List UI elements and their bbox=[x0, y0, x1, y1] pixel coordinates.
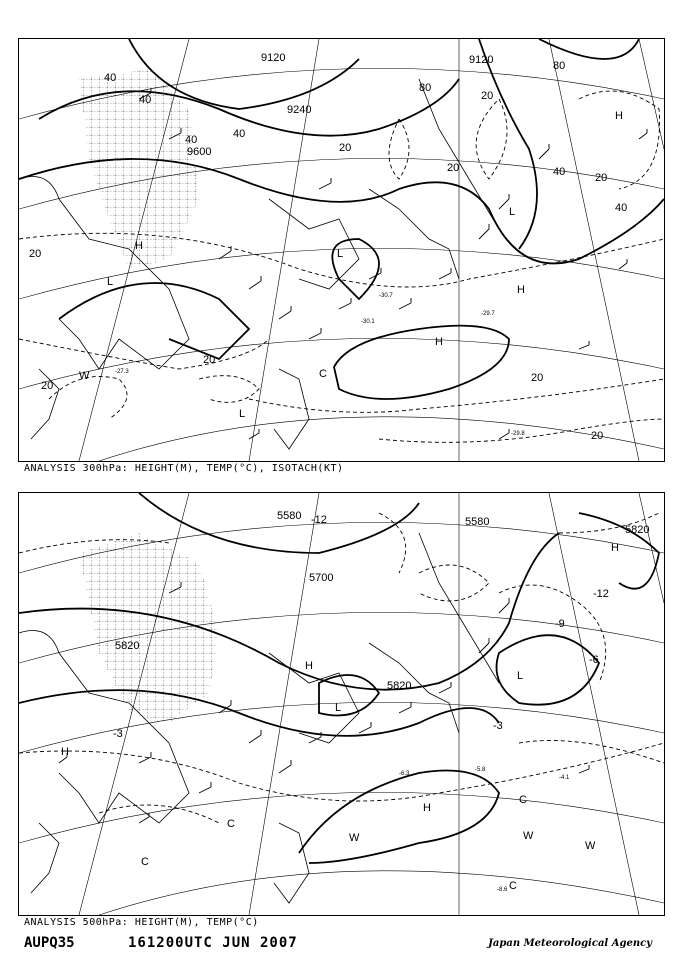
label-9120-b: 9120 bbox=[469, 54, 494, 66]
map-300hpa-svg bbox=[19, 39, 664, 461]
center-C-b: C bbox=[519, 794, 527, 806]
label-3-b: -3 bbox=[493, 720, 503, 732]
temp-reading: -29.8 bbox=[511, 431, 525, 437]
label-12-a: -12 bbox=[311, 514, 327, 526]
chart-code: AUPQ35 bbox=[24, 935, 75, 951]
caption-500hpa: ANALYSIS 500hPa: HEIGHT(M), TEMP(°C) bbox=[24, 917, 259, 928]
label-9240: 9240 bbox=[287, 104, 312, 116]
high-contour bbox=[334, 326, 509, 399]
label-40-e: 40 bbox=[553, 166, 566, 178]
hatched-area bbox=[79, 533, 219, 723]
label-20-a: 20 bbox=[339, 142, 352, 154]
label-40-d: 40 bbox=[233, 128, 246, 140]
center-C-d: C bbox=[141, 856, 149, 868]
center-W-a: W bbox=[349, 832, 360, 844]
agency-name: Japan Meteorological Agency bbox=[488, 938, 652, 949]
analysis-300hpa-map bbox=[18, 38, 665, 462]
label-9120-a: 9120 bbox=[261, 52, 286, 64]
label-20-f: 20 bbox=[591, 430, 604, 442]
center-H-a: H bbox=[135, 240, 143, 252]
map-500hpa-svg bbox=[19, 493, 664, 915]
center-H-c: H bbox=[615, 110, 623, 122]
temp-reading: -4.1 bbox=[559, 775, 570, 781]
center-W-c: W bbox=[585, 840, 596, 852]
center-H-d: H bbox=[305, 660, 313, 672]
label-20-i: 20 bbox=[447, 162, 460, 174]
label-9600: 9600 bbox=[187, 146, 212, 158]
center-W-b: W bbox=[523, 830, 534, 842]
label-5700: 5700 bbox=[309, 572, 334, 584]
label-5820-b: 5820 bbox=[387, 680, 412, 692]
label-40-c: 40 bbox=[185, 134, 198, 146]
center-W: W bbox=[79, 370, 90, 382]
center-H-b: H bbox=[435, 336, 443, 348]
label-20-d: 20 bbox=[41, 380, 54, 392]
label-3-a: -3 bbox=[113, 728, 123, 740]
label-12-b: -12 bbox=[593, 588, 609, 600]
label-40-a: 40 bbox=[104, 72, 117, 84]
temp-reading: -27.3 bbox=[115, 369, 129, 375]
analysis-500hpa-map bbox=[18, 492, 665, 916]
center-C-c: C bbox=[509, 880, 517, 892]
label-40-f: 40 bbox=[615, 202, 628, 214]
label-6: -6 bbox=[589, 654, 599, 666]
center-L-a: L bbox=[337, 248, 344, 260]
temp-reading: -30.1 bbox=[361, 319, 375, 325]
label-5580-b: 5580 bbox=[465, 516, 490, 528]
center-H-b: H bbox=[423, 802, 431, 814]
temp-reading: -29.7 bbox=[481, 311, 495, 317]
caption-300hpa: ANALYSIS 300hPa: HEIGHT(M), TEMP(°C), ISOTACH(KT) bbox=[24, 463, 344, 474]
center-L-a: L bbox=[335, 702, 342, 714]
center-C: C bbox=[319, 368, 327, 380]
center-C-a: C bbox=[227, 818, 235, 830]
label-20-e: 20 bbox=[531, 372, 544, 384]
temp-reading: -5.8 bbox=[475, 767, 486, 773]
temp-reading: -8.6 bbox=[497, 887, 508, 893]
center-H-c: H bbox=[611, 542, 619, 554]
label-9: -9 bbox=[555, 618, 565, 630]
temp-reading: -30.7 bbox=[379, 293, 393, 299]
label-20-c: 20 bbox=[203, 354, 216, 366]
label-40-b: 40 bbox=[139, 94, 152, 106]
label-80-a: 80 bbox=[419, 82, 432, 94]
label-5820-c: 5820 bbox=[625, 524, 650, 536]
label-80-b: 80 bbox=[553, 60, 566, 72]
center-L-c: L bbox=[509, 206, 516, 218]
label-5820-a: 5820 bbox=[115, 640, 140, 652]
valid-time: 161200UTC JUN 2007 bbox=[128, 935, 298, 951]
label-20-g: 20 bbox=[595, 172, 608, 184]
label-5580-a: 5580 bbox=[277, 510, 302, 522]
center-L-b: L bbox=[239, 408, 246, 420]
label-20-b: 20 bbox=[29, 248, 42, 260]
label-20-h: 20 bbox=[481, 90, 494, 102]
center-L-b: L bbox=[517, 670, 524, 682]
center-L-d: L bbox=[107, 276, 114, 288]
temp-reading: -6.3 bbox=[399, 771, 410, 777]
center-H-a: H bbox=[61, 746, 69, 758]
center-H-d: H bbox=[517, 284, 525, 296]
